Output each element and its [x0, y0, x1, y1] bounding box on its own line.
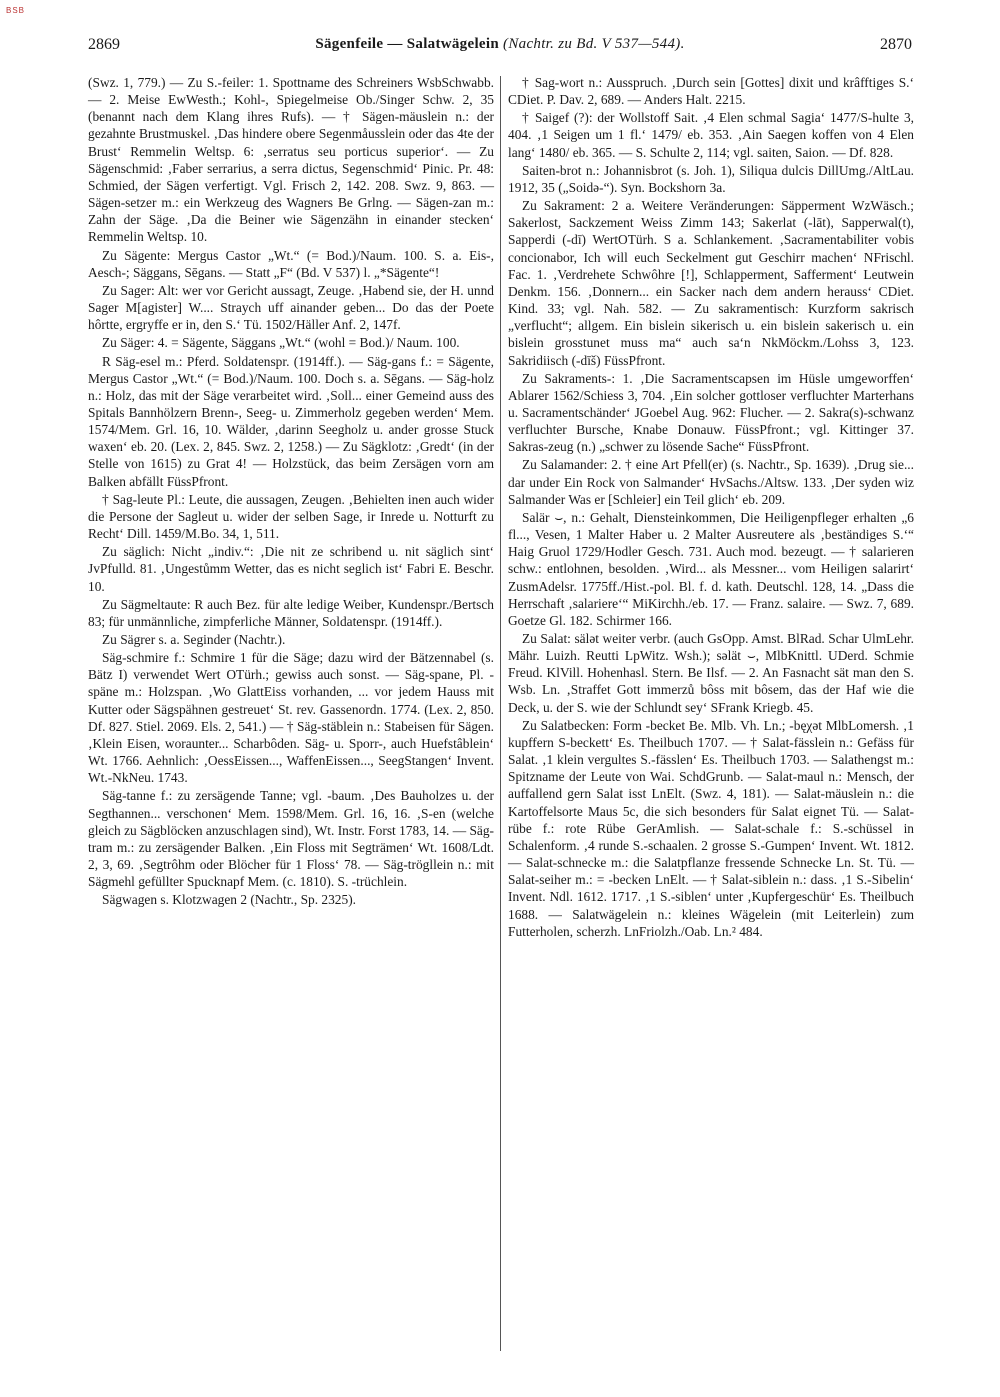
left-paragraph: (Swz. 1, 779.) — Zu S.-feiler: 1. Spottname des Schreiners WsbSchwabb. — 2. Meise EwWesth.; Kohl-, Spiegelmeise Ob./Singer Schw. 2, 35 (benannt nach dem Klang ihres Rufs). — † Sägen-mäuslein n.: der gezahnte Brustmuskel. ‚Das hindere obere Segenmåusslein oder das 4te der Brust‘ Remmelin Weltsp. 6: ‚serratus seu porticus superior‘. — Zu Sägenschmid: ‚Faber serrarius, a serra dictus, Segenschmid‘ Pinic. Pr. 48: Schmied, der Sägen verfertigt. Vgl. Frisch 2, 142. 208. Swz. 9, 863. — Sägen-setzer m.: ein Werkzeug des Wagners Be Grlng. — Sägen-zan m.: Zahn der Säge. ‚Da die Beiner wie Sägenzähn in einander stecken‘ Remmelin Weltsp. 10.: [88, 75, 494, 245]
left-paragraph: Zu Sager: Alt: wer vor Gericht aussagt, Zeuge. ‚Habend sie, der H. unnd Sager M[agister] W.... Straych uff ainander geben... Do das der Poete hôrtte, ergryffe er in, den S.‘ Tü. 1502/Häller Anf. 2, 147f.: [88, 282, 494, 333]
right-paragraph: Salär ⌣, n.: Gehalt, Diensteinkommen, Die Heiligenpfleger erhalten „6 fl..., Vesen, 1 Malter Haber u. 2 Malter Ausreutere als ‚beständiges S.‘“ Haig Gruol 1729/Hodler Gesch. 731. Auch mod. bezeugt. — † salarieren schw.: entlohnen, besolden. ‚Wird... als Messner... vom Heiligen salarirt‘ ZusmAdelsr. 1775ff./Hist.-pol. Bl. f. d. kath. Deutschl. 128, 14. „Dass die Herrschaft ‚salariere‘“ MiKirchh./eb. 17. — Franz. salaire. — Swz. 7, 689. Goetze Gl. 182. Schirmer 166.: [508, 509, 914, 628]
left-paragraph: Säg-tanne f.: zu zersägende Tanne; vgl. -baum. ‚Des Bauholzes u. der Segthannen... verschonen‘ Mem. 1598/Mem. Grl. 16, 16. ‚S-en (welche gleich zu Sägblöcken anzuschlagen sind), Wt. Instr. Forst 1783, 14. — Säg-tram m.: zu zersägender Balken. ‚Ein Floss mit Segträmen‘ Wt. 1608/Ldt. 2, 3, 69. ‚Segtrôhm oder Blöcher für 1 Floss‘ 78. — Säg-trögllein n.: mit Sägmehl gefüllter Spucknapf Mem. (c. 1810). S. -trüchlein.: [88, 788, 494, 890]
left-paragraph: Zu Säger: 4. = Sägente, Säggans „Wt.“ (wohl = Bod.)/ Naum. 100.: [102, 335, 460, 351]
right-paragraph: † Saigef (?): der Wollstoff Sait. ‚4 Elen schmal Sagia‘ 1477/S-hulte 3, 404. ‚1 Seigen um 1 fl.‘ 1479/ eb. 353. ‚Ain Saegen koffen von 4 Elen lang‘ 1480/ eb. 365. — S. Schulte 2, 114; vgl. saiten, Saion. — Df. 828.: [508, 110, 914, 160]
left-paragraph: † Sag-leute Pl.: Leute, die aussagen, Zeugen. ‚Behielten inen auch wider die Persone der Sagleut u. wider der selben Sage, ir Inrede u. Notturft zu Recht‘ Dill. 1459/M.Bo. 34, 1, 511.: [88, 491, 494, 542]
title-main: Sägenfeile — Salatwägelein: [315, 36, 499, 52]
page-header: [88, 36, 912, 60]
right-paragraph: Zu Salat: sälət weiter verbr. (auch GsOpp. Amst. BlRad. Schar UlmLehr. Mähr. Luizh. Reutti LpWitz. Wsh.); səlät ⌣, MlbKnittl. UDerd. Schmie Freud. KlVill. Hohenhasl. Stern. Be Ilsf. — 2. An Fasnacht sät man den S. Wsb. Ln. ‚Straffet Gott immerzů bôss mit bôsem, das der Haf wie die Deck, u. der S. wie der Schlundt sey‘ SFrank Kriegb. 45.: [508, 631, 914, 715]
right-paragraph: Zu Salamander: 2. † eine Art Pfell(er) (s. Nachtr., Sp. 1639). ‚Drug sie... dar under Ein Rock von Salmander‘ HvSachs./Altsw. 133. ‚Der syden wiz Salmander Was er [Schleier] ein Teil glich‘ eb. 209.: [508, 457, 914, 507]
right-paragraph: † Sag-wort n.: Ausspruch. ‚Durch sein [Gottes] dixit und krâfftiges S.‘ CDiet. P. Dav. 2, 689. — Anders Halt. 2215.: [508, 75, 914, 108]
column-divider: [500, 76, 501, 1351]
right-paragraph: Zu Sakrament: 2 a. Weitere Veränderungen: Säpperment WzWäsch.; Sakerlost, Sackzement Weiss Zimm 143; Sakerlat (-lāt), Sapperwal(t), Sapperdi (-dī) WertOTürh. S a. Schlankement. ‚Sacramentabiliter vobis concionabor, Ich will euch Seckelment gut Geschirr machen‘ NFrischl. Fac. 1. ‚Verdrehete Schwôhre [!], Schlapperment, Safferment‘ Leutwein Denkm. 156. ‚Donnern... ein Sacker nach dem andern herauss‘ CDiet. Kind. 33; vgl. Nah. 582. — Zu sakramentisch: Kurzform sakrisch „verflucht“; allgem. Ein bislein sikerisch u. ein bislein sakerisch u. ein bislein grosstunet muss ma“ auch sa‘n NkMöckm./Lohss 3, 123. Sakridiisch (-dīš) FüssPfront.: [508, 198, 914, 368]
right-column: [508, 74, 914, 941]
left-paragraph: Sägwagen s. Klotzwagen 2 (Nachtr., Sp. 2325).: [102, 892, 356, 908]
left-paragraph: Zu Sägente: Mergus Castor „Wt.“ (= Bod.)/Naum. 100. S. a. Eis-, Aesch-; Säggans, Sēgans. — Statt „F“ (Bd. V 537) l. „*Sägente“!: [88, 247, 494, 280]
title-suffix: (Nachtr. zu Bd. V 537—544).: [503, 36, 685, 52]
left-paragraph: Zu Sägrer s. a. Seginder (Nachtr.).: [102, 632, 286, 647]
page-title: [88, 36, 912, 53]
left-column: [88, 74, 494, 910]
left-paragraph: Zu säglich: Nicht „indiv.“: ‚Die nit ze schribend u. nit säglich sint‘ JvPfulld. 81. ‚Ungestůmm Wetter, das es nicht seglich ist‘ Fabri E. Beschr. 10.: [88, 544, 494, 594]
bsb-logo: BSB: [6, 6, 26, 15]
right-paragraph: Saiten-brot n.: Johannisbrot (s. Joh. 1), Siliqua dulcis DillUmg./AltLau. 1912, 35 („Soidə-“). Syn. Bockshorn 3a.: [508, 162, 914, 195]
left-paragraph: Säg-schmire f.: Schmire 1 für die Säge; dazu wird der Bätzennabel (s. Bätz I) verwendet Wert OTürh.; gewiss auch sonst. — Säg-spane, Pl. -späne m.: Holzspan. ‚Wo GlattEiss vorhanden, ... vor jedem Hauss mit Kutter oder Sägspähnen gestreuet‘ St. rev. Gassenordn. 1774. (Lex. 2, 850. Df. 827. Stiel. 2069. Els. 2, 541.) — † Säg-stäblein n.: Stabeisen für Sägen. ‚Klein Eisen, woraunter... Scharbôden. Säg- u. Sporr-, auch Huefstâblein‘ Wt. 1766. Aehnlich: ‚OessEissen..., WaffenEissen..., SeegStangen‘ Invent. Wt.-NkNeu. 1743.: [88, 650, 494, 786]
page-number-right: 2870: [880, 36, 912, 53]
left-paragraph: R Säg-esel m.: Pferd. Soldatenspr. (1914ff.). — Säg-gans f.: = Sägente, Mergus Castor „Wt.“ (= Bod.)/Naum. 100. Doch s. a. Sēgans. — Säg-holz n.: Holz, das mit der Säge verarbeitet wird. ‚Soll... einer Gemeind auss des Spitals Bannhölzern Brenn-, Seeg- u. Zimmerholz gegeben werden‘ Mem. 1574/Mem. Grl. 16, 10. Wälder, ‚darinn Seegholz u. ander grosse Stuck waxen‘ eb. 20. (Lex. 2, 845. Swz. 2, 1258.) — Zu Sägklotz: ‚Gredt‘ (in der Stelle von 1615) zu Grat 4! — Holzstück, das beim Zersägen vorn am Balken abfällt FüssPfront.: [88, 353, 494, 489]
left-paragraph: Zu Sägmeltaute: R auch Bez. für alte ledige Weiber, Kundenspr./Bertsch 83; für unmännliche, zimpferliche Männer, Soldatenspr. (1914ff.).: [88, 596, 494, 629]
right-paragraph: Zu Sakraments-: 1. ‚Die Sacramentscapsen im Hüsle umgeworffen‘ Ablarer 1562/Schiess 3, 704. ‚Ein solcher gottloser verfluchter Marterhans u. Sacramentschänder‘ JGoebel Aug. 962: Flucher. — 2. Sakra(s)-schwanz verfluchter Bursche, Knabe Donauw. FüssPfront.; vgl. Kittinger 37. Sakras-zeug (n.) „schwer zu lösende Sache“ FüssPfront.: [508, 370, 914, 455]
page-number-left: 2869: [88, 36, 120, 53]
right-paragraph: Zu Salatbecken: Form -becket Be. Mlb. Vh. Ln.; -bęχət MlbLomersh. ‚1 kupffern S-beckett‘ Es. Theilbuch 1707. — † Salat-fässlein n.: Gefäss für Salat. ‚1 klein vergultes S.-fässlen‘ Es. Theilbuch 1703. — Salathengst m.: Spitzname der Leute von Wai. SchdGrunb. — Salat-maul n.: Mensch, der auffallend gern Salat isst LnElt. (Swz. 4, 181). — Salat-mäuslein n.: die Kartoffelsorte Maus 5c, die sich besonders für Salat eignet Tü. — Salat-rübe f.: rote Rübe GerAmlish. — Salat-schale f.: S.-schüssel in Schalenform. ‚4 runde S.-schaalen. 2 grosse S.-Gumpen‘ Invent. Wt. 1812. — Salat-schnecke m.: die Salatpflanze fressende Schnecke Ln. St. Tü. — Salat-seiher m.: = -becken LnElt. — † Salat-siblein n.: dass. ‚1 S.-Sibelin‘ Invent. Ndl. 1612. 1717. ‚1 S.-siblen‘ unter ‚Kupfergeschür‘ Es. Theilbuch 1688. — Salatwägelein n.: kleines Wägelein (mit Leiterlein) zum Futterholen, scherzh. LnFriolzh./Oab. Ln.² 484.: [508, 717, 914, 939]
